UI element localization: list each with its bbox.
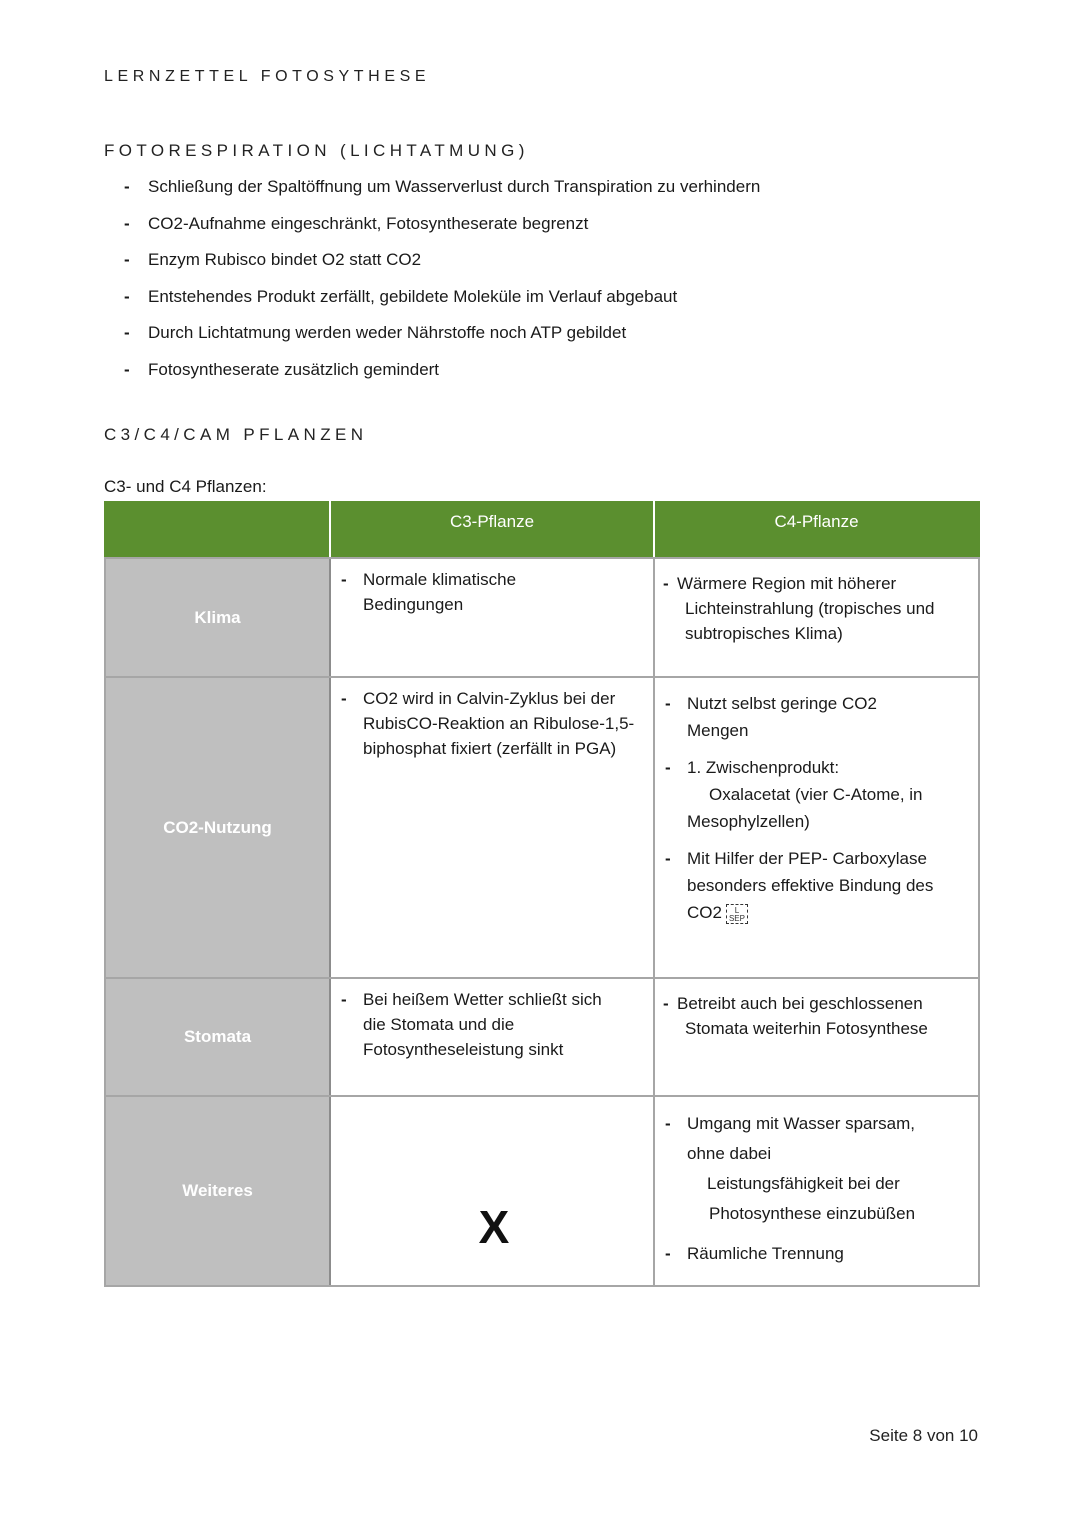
not-applicable-mark: X (478, 1201, 510, 1253)
bullet-dash: - (665, 849, 671, 868)
bullet-text: Entstehendes Produkt zerfällt, gebildete Moleküle im Verlauf abgebaut (148, 286, 678, 306)
cell-text: CO2 (687, 903, 722, 922)
cell-text: Lichteinstrahlung (tropisches und (685, 599, 935, 618)
list-item (124, 173, 760, 210)
cell-text: Mesophylzellen) (687, 812, 810, 831)
bullet-text: Durch Lichtatmung werden weder Nährstoffe noch ATP gebildet (148, 323, 627, 343)
list-item (663, 571, 972, 646)
cell-text: Mit Hilfer der PEP- Carboxylase (687, 849, 927, 868)
cell-text: Räumliche Trennung (687, 1244, 844, 1263)
table-row (105, 978, 979, 1096)
cell-text: Oxalacetat (vier C-Atome, in (709, 785, 923, 804)
cell-text: besonders effektive Bindung des (687, 876, 934, 895)
document-title: LERNZETTEL FOTOSYTHESE (104, 68, 431, 85)
table-row (105, 1096, 979, 1286)
bullet-dash: - (124, 177, 130, 196)
list-item (665, 1109, 972, 1229)
bullet-dash: - (124, 213, 130, 233)
bullet-dash: - (124, 323, 130, 343)
cell-text: ohne dabei (687, 1144, 772, 1163)
list-item (124, 246, 760, 283)
cell-text: 1. Zwischenprodukt: (687, 758, 840, 777)
cell-weiteres-c4 (654, 1096, 979, 1286)
bullet-dash: - (124, 286, 130, 306)
table-caption: C3- und C4 Pflanzen: (104, 477, 267, 496)
bullet-text: CO2-Aufnahme eingeschränkt, Fotosyntheserate begrenzt (148, 213, 589, 233)
page-number: Seite 8 von 10 (869, 1426, 978, 1445)
cell-text: Mengen (687, 721, 749, 740)
cell-text-with-icon (687, 899, 972, 926)
cell-text: subtropisches Klima) (685, 624, 843, 643)
list-item (665, 690, 972, 744)
row-label-weiteres: Weiteres (105, 1096, 330, 1286)
bullet-dash: - (341, 990, 347, 1009)
cell-text: Photosynthese einzubüßen (709, 1204, 916, 1223)
photorespiration-bullet-list (124, 173, 760, 393)
row-label-stomata: Stomata (105, 978, 330, 1096)
comparison-table (104, 501, 980, 1287)
section-heading-photorespiration: FOTORESPIRATION (LICHTATMUNG) (104, 141, 529, 160)
cell-text: Bedingungen (363, 595, 464, 614)
list-item (124, 319, 760, 356)
cell-text: Betreibt auch bei geschlossenen (677, 994, 923, 1013)
table-header-row (105, 502, 979, 558)
cell-text: Normale klimatische (363, 570, 517, 589)
icon-label: L (734, 905, 740, 915)
bullet-text: Schließung der Spaltöffnung um Wasserverlust durch Transpiration zu verhindern (148, 177, 761, 196)
list-item (665, 754, 972, 835)
cell-text: RubisCO-Reaktion an Ribulose-1,5- (363, 714, 635, 733)
list-item (341, 567, 647, 617)
cell-text: Bei heißem Wetter schließt sich (363, 990, 602, 1009)
cell-text: Leistungsfähigkeit bei der (707, 1174, 900, 1193)
bullet-dash: - (663, 574, 669, 593)
list-item (665, 1239, 972, 1269)
column-header-c3: C3-Pflanze (330, 502, 654, 558)
cell-text: Fotosyntheseleistung sinkt (363, 1040, 564, 1059)
row-label-co2-nutzung: CO2-Nutzung (105, 677, 330, 978)
list-item (124, 283, 760, 320)
cell-co2-c3 (330, 677, 654, 978)
list-item (663, 991, 972, 1041)
bullet-dash: - (665, 1244, 671, 1263)
list-item (124, 210, 760, 247)
row-label-klima: Klima (105, 558, 330, 677)
separator-placeholder-icon (726, 904, 748, 924)
cell-klima-c3 (330, 558, 654, 677)
cell-stomata-c4 (654, 978, 979, 1096)
list-item (341, 686, 647, 761)
list-item (341, 987, 647, 1062)
bullet-dash: - (663, 994, 669, 1013)
table-row (105, 558, 979, 677)
cell-text: biphosphat fixiert (zerfällt in PGA) (363, 739, 617, 758)
header-corner-cell (105, 502, 330, 558)
column-header-c4: C4-Pflanze (654, 502, 979, 558)
list-item (665, 845, 972, 926)
cell-text: Stomata weiterhin Fotosynthese (685, 1019, 928, 1038)
table-row (105, 677, 979, 978)
list-item (124, 356, 760, 393)
bullet-dash: - (341, 689, 347, 708)
cell-klima-c4 (654, 558, 979, 677)
cell-text: CO2 wird in Calvin-Zyklus bei der (363, 689, 616, 708)
bullet-dash: - (665, 758, 671, 777)
cell-stomata-c3 (330, 978, 654, 1096)
bullet-text: Enzym Rubisco bindet O2 statt CO2 (148, 250, 422, 270)
bullet-dash: - (124, 250, 130, 270)
cell-text: Nutzt selbst geringe CO2 (687, 694, 877, 713)
cell-co2-c4 (654, 677, 979, 978)
cell-weiteres-c3 (330, 1096, 654, 1286)
cell-text: die Stomata und die (363, 1015, 515, 1034)
bullet-text: Fotosyntheserate zusätzlich gemindert (148, 359, 440, 379)
cell-text: Wärmere Region mit höherer (677, 574, 897, 593)
icon-label: SEP (728, 913, 745, 923)
cell-text: Umgang mit Wasser sparsam, (687, 1114, 915, 1133)
bullet-dash: - (665, 694, 671, 713)
section-heading-c3-c4-cam: C3/C4/CAM PFLANZEN (104, 425, 368, 444)
bullet-dash: - (341, 570, 347, 589)
bullet-dash: - (124, 359, 130, 379)
bullet-dash: - (665, 1114, 671, 1133)
